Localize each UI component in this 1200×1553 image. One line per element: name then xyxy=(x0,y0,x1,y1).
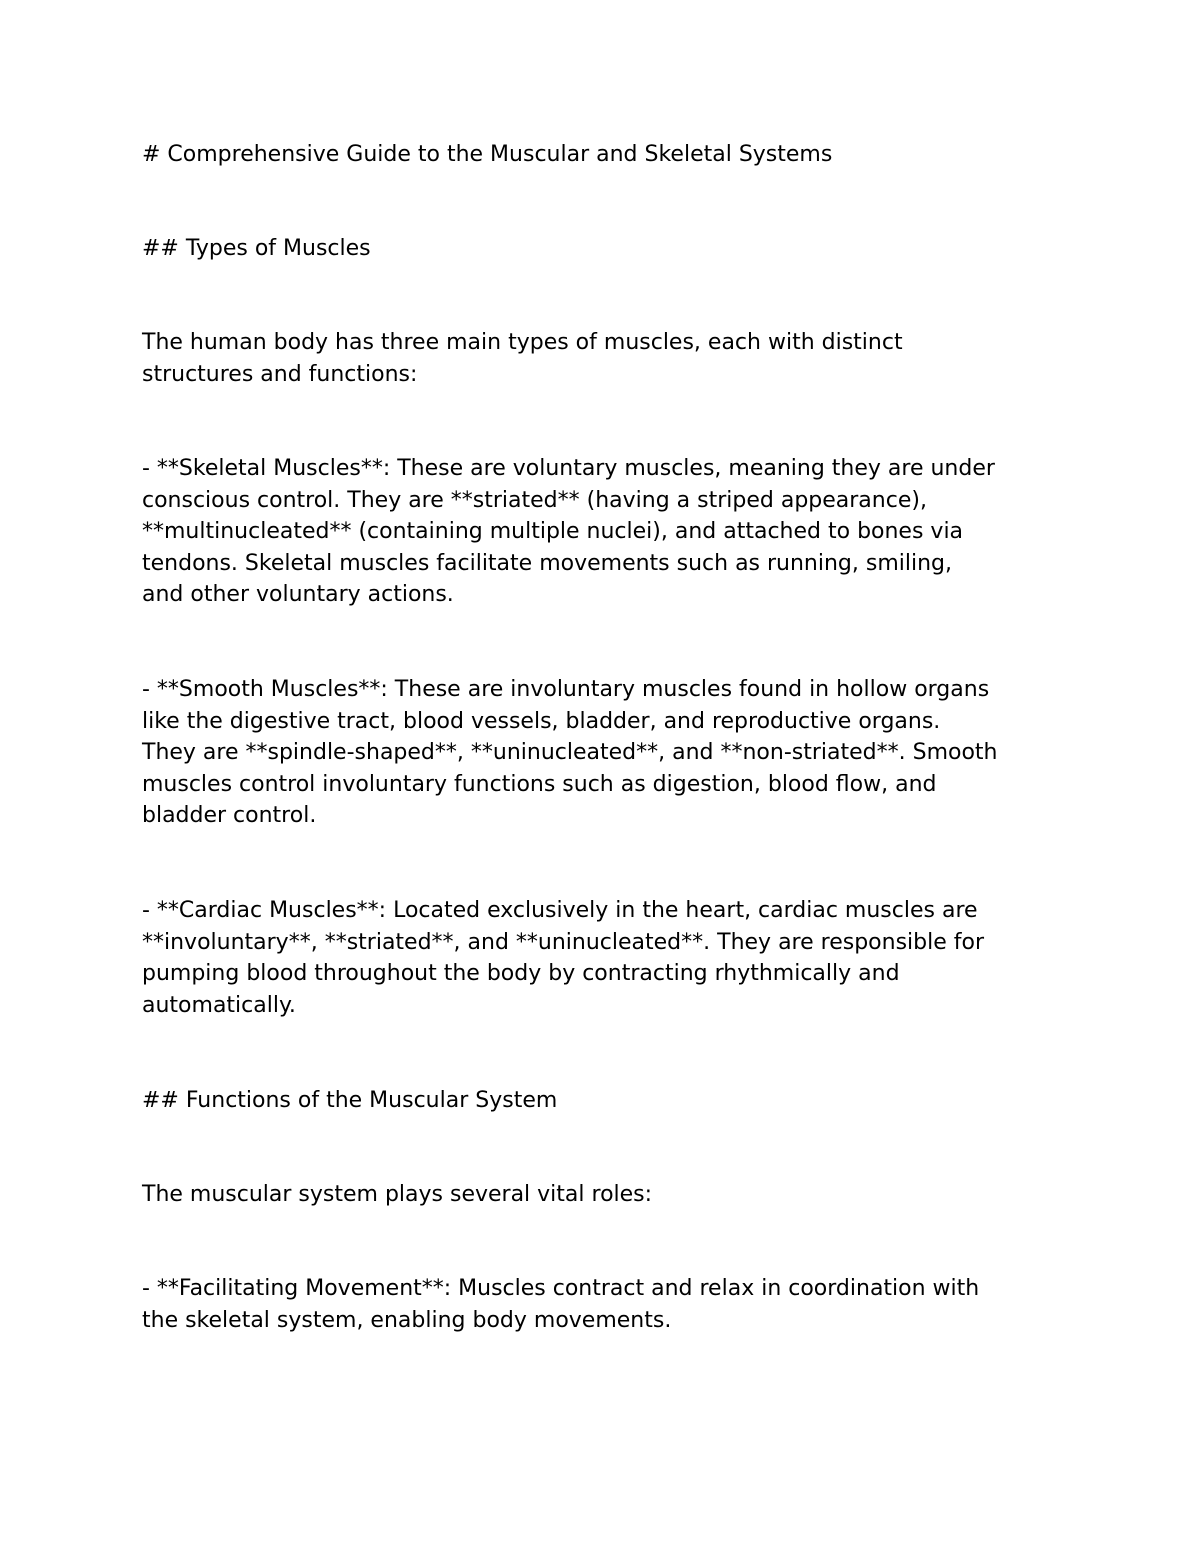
heading-functions xyxy=(142,1085,1072,1117)
skeletal-muscles-item xyxy=(142,453,1072,611)
text-line: like the digestive tract, blood vessels, bladder, and reproductive organs. xyxy=(142,708,941,734)
text-line: tendons. Skeletal muscles facilitate movements such as running, smiling, xyxy=(142,550,953,576)
text-line: The muscular system plays several vital roles: xyxy=(142,1182,653,1207)
text-line: - **Skeletal Muscles**: These are voluntary muscles, meaning they are under xyxy=(142,456,995,481)
intro-paragraph xyxy=(142,327,1072,390)
text-line: muscles control involuntary functions such as digestion, blood flow, and xyxy=(142,771,937,797)
text-line: ## Functions of the Muscular System xyxy=(142,1088,558,1113)
text-line: **involuntary**, **striated**, and **uninucleated**. They are responsible for xyxy=(142,929,984,955)
text-line: - **Cardiac Muscles**: Located exclusively in the heart, cardiac muscles are xyxy=(142,898,978,923)
text-line: structures and functions: xyxy=(142,361,418,387)
cardiac-muscles-item xyxy=(142,895,1072,1021)
text-line: - **Smooth Muscles**: These are involuntary muscles found in hollow organs xyxy=(142,677,990,702)
document-title xyxy=(142,139,1072,171)
text-line: **multinucleated** (containing multiple nuclei), and attached to bones via xyxy=(142,519,964,544)
text-line: ## Types of Muscles xyxy=(142,236,371,261)
text-line: - **Facilitating Movement**: Muscles contract and relax in coordination with xyxy=(142,1276,980,1301)
text-line: and other voluntary actions. xyxy=(142,582,454,607)
text-line: the skeletal system, enabling body movements. xyxy=(142,1307,672,1333)
facilitating-movement-item xyxy=(142,1273,1072,1336)
text-line: # Comprehensive Guide to the Muscular and Skeletal Systems xyxy=(142,142,833,167)
roles-intro-paragraph xyxy=(142,1179,1072,1211)
text-line: bladder control. xyxy=(142,803,317,828)
heading-types-of-muscles xyxy=(142,233,1072,265)
smooth-muscles-item xyxy=(142,674,1072,832)
text-line: conscious control. They are **striated** (having a striped appearance), xyxy=(142,487,927,513)
text-line: pumping blood throughout the body by contracting rhythmically and xyxy=(142,961,900,986)
text-line: automatically. xyxy=(142,992,296,1018)
text-line: They are **spindle-shaped**, **uninucleated**, and **non-striated**. Smooth xyxy=(142,740,998,765)
text-line: The human body has three main types of muscles, each with distinct xyxy=(142,330,903,355)
